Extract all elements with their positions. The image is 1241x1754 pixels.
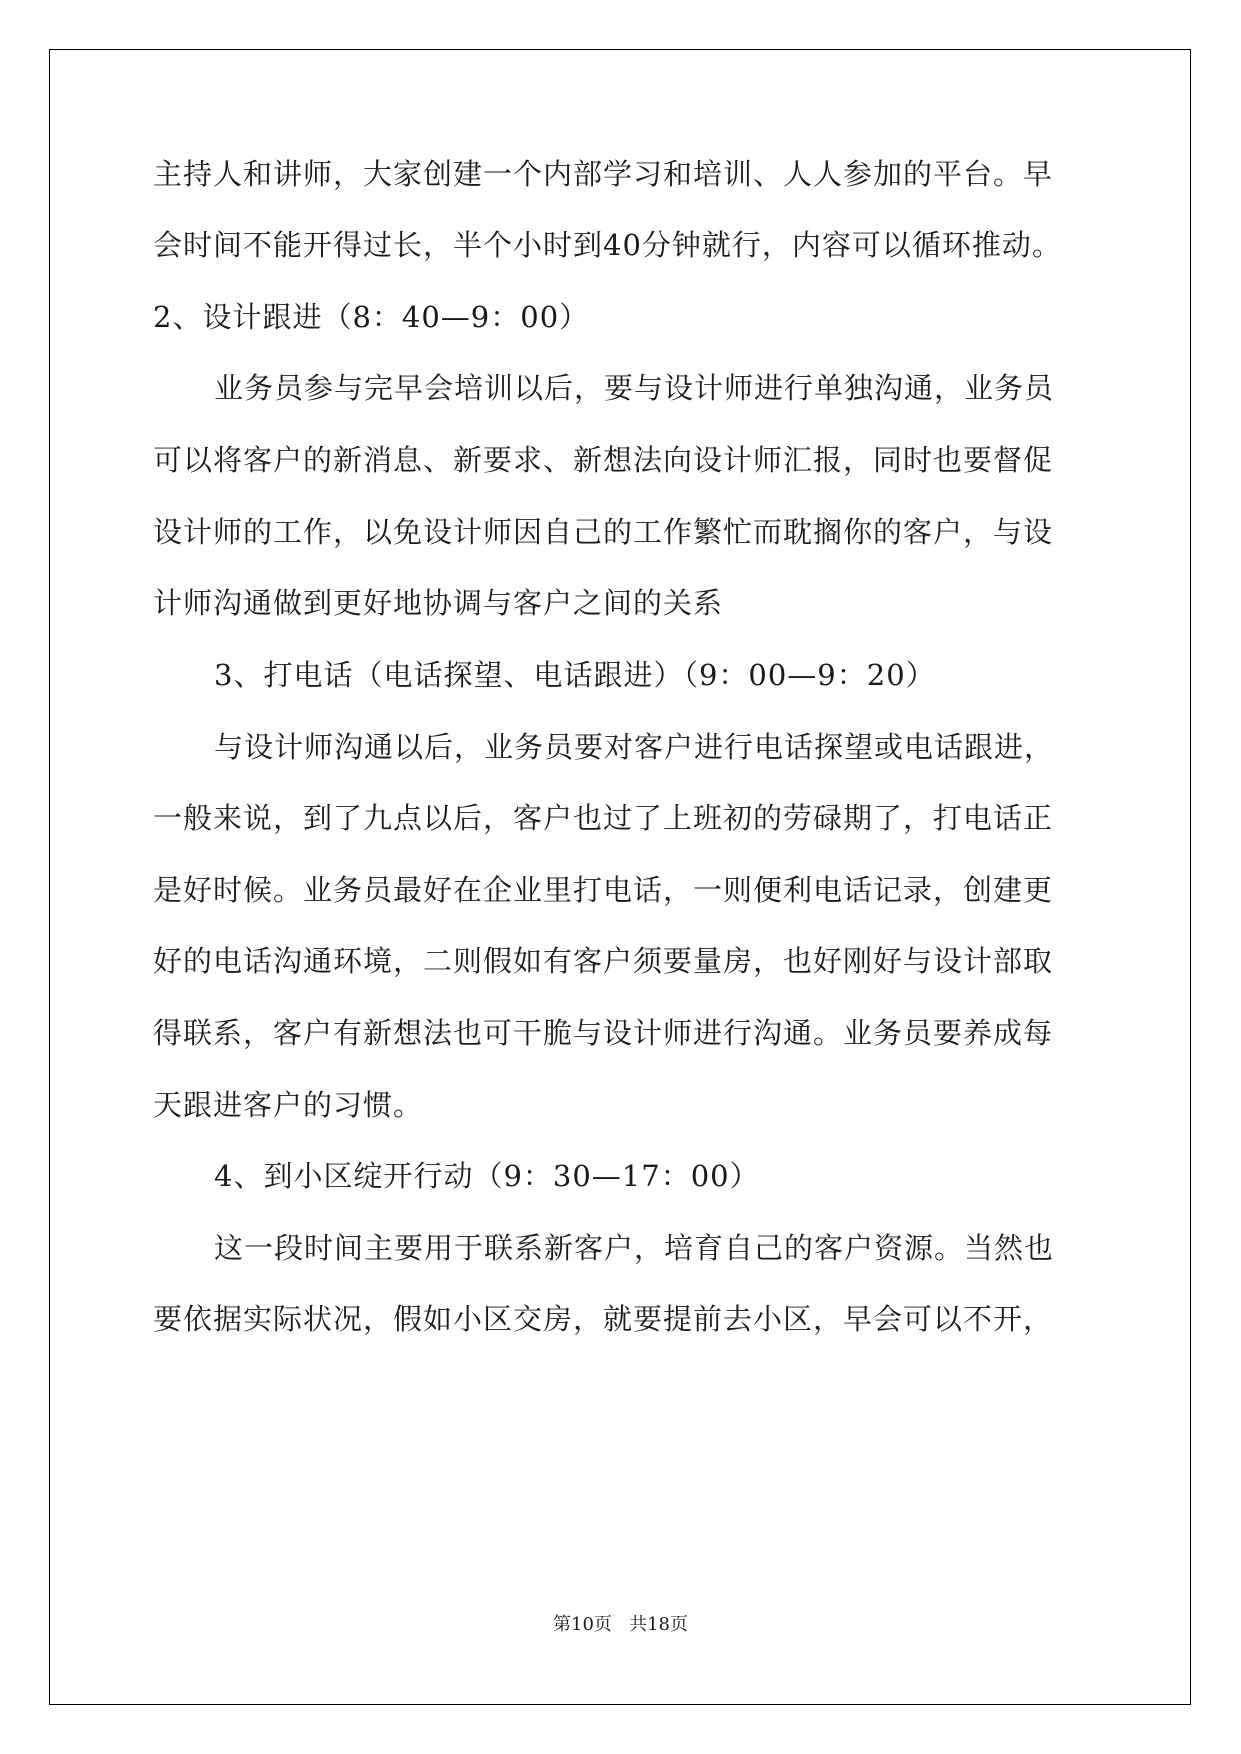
body-line-17: 要依据实际状况，假如小区交房，就要提前去小区，早会可以不开， <box>153 1302 1054 1336</box>
body-line-12: 好的电话沟通环境，二则假如有客户须要量房，也好刚好与设计部取 <box>153 944 1054 978</box>
body-line-9: 与设计师沟通以后，业务员要对客户进行电话探望或电话跟进， <box>214 730 1055 764</box>
body-line-14: 天跟进客户的习惯。 <box>153 1088 424 1122</box>
body-line-16: 这一段时间主要用于联系新客户，培育自己的客户资源。当然也 <box>214 1231 1055 1265</box>
body-line-13: 得联系，客户有新想法也可干脆与设计师进行沟通。业务员要养成每 <box>153 1016 1054 1050</box>
body-line-6: 设计师的工作，以免设计师因自己的工作繁忙而耽搁你的客户，与设 <box>153 515 1054 549</box>
section-heading-4: 4、到小区绽开行动（9：30—17：00） <box>214 1159 760 1193</box>
body-line-2: 会时间不能开得过长，半个小时到40分钟就行，内容可以循环推动。 <box>153 228 1062 262</box>
section-heading-2: 2、设计跟进（8：40—9：00） <box>153 300 590 334</box>
body-line-1: 主持人和讲师，大家创建一个内部学习和培训、人人参加的平台。早 <box>153 157 1054 191</box>
body-line-11: 是好时候。业务员最好在企业里打电话，一则便利电话记录，创建更 <box>153 873 1054 907</box>
body-line-4: 业务员参与完早会培训以后，要与设计师进行单独沟通，业务员 <box>214 371 1055 405</box>
body-line-5: 可以将客户的新消息、新要求、新想法向设计师汇报，同时也要督促 <box>153 443 1054 477</box>
body-line-7: 计师沟通做到更好地协调与客户之间的关系 <box>153 586 724 620</box>
section-heading-3: 3、打电话（电话探望、电话跟进）（9：00—9：20） <box>214 658 936 692</box>
body-line-10: 一般来说，到了九点以后，客户也过了上班初的劳碌期了，打电话正 <box>153 801 1054 835</box>
page-number-footer: 第10页 共18页 <box>553 1614 688 1635</box>
